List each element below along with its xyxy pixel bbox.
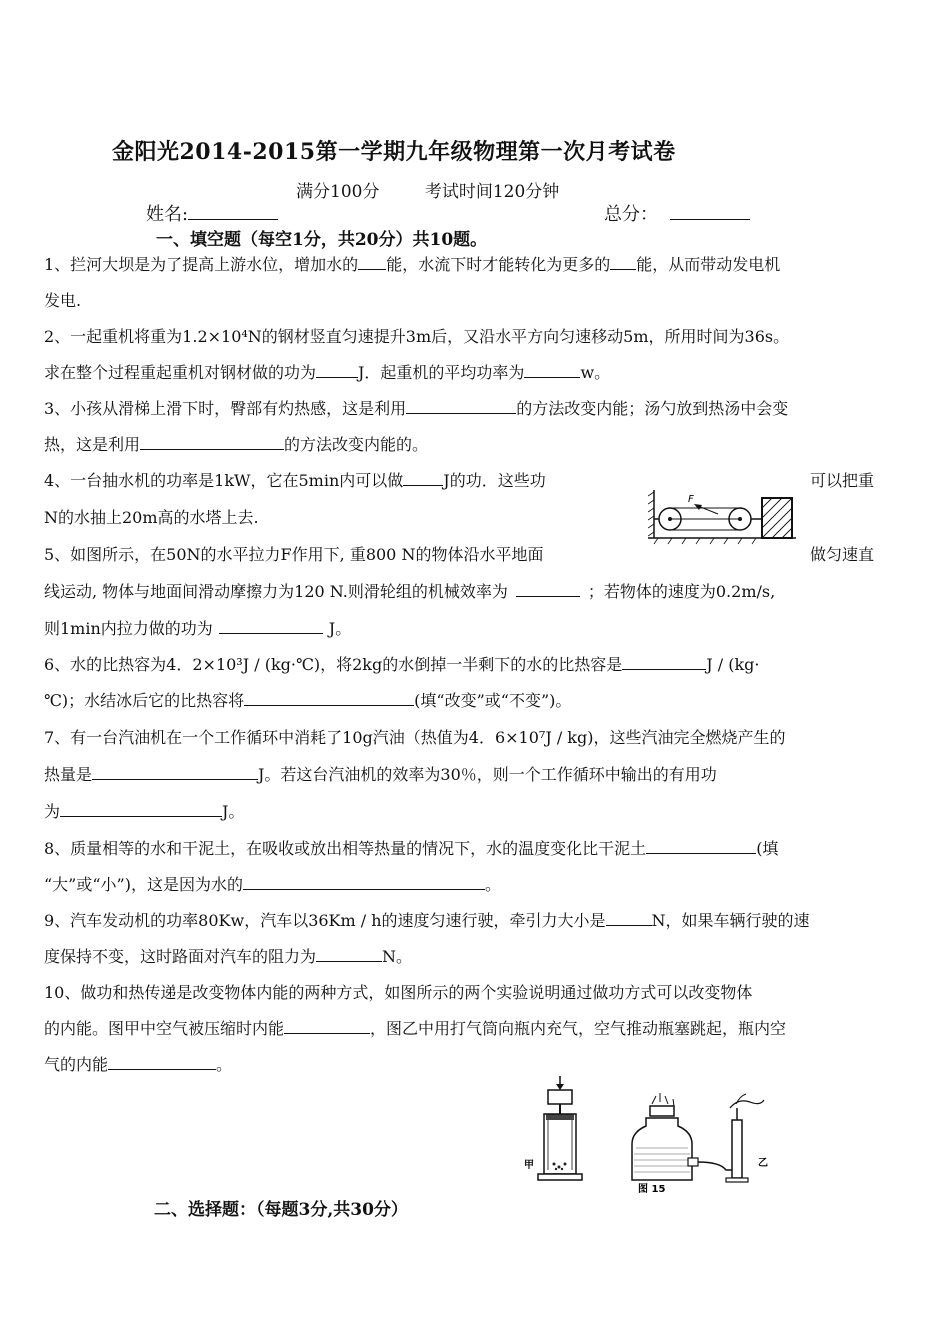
question-8-line-2: “大”或“小”)，这是因为水的 。 [44, 875, 501, 894]
answer-blank[interactable] [284, 1019, 370, 1034]
question-2-line-2: 求在整个过程重起重机对钢材做的功为 J．起重机的平均功率为 w。 [44, 363, 611, 382]
figure-left-label: 甲 [524, 1160, 534, 1171]
full-score: 满分100分 [296, 182, 380, 202]
answer-blank[interactable] [140, 435, 284, 450]
question-3-line-2: 热，这是利用 的方法改变内能的。 [44, 435, 429, 454]
question-3-line-1: 3、小孩从滑梯上滑下时，臀部有灼热感，这是利用 的方法改变内能；汤勺放到热汤中会变 [44, 399, 789, 418]
answer-blank[interactable] [646, 839, 756, 854]
answer-blank[interactable] [60, 802, 222, 817]
name-field[interactable] [146, 200, 278, 226]
answer-blank[interactable] [108, 1055, 216, 1070]
question-4-line-2: N的水抽上20m高的水塔上去. [44, 508, 259, 527]
question-7-line-1: 7、有一台汽油机在一个工作循环中消耗了10g汽油（热值为4．6×10⁷J / kg)，这些汽油完全燃烧产生的 [44, 728, 786, 747]
question-1-line-1: 1、拦河大坝是为了提高上游水位，增加水的 能，水流下时才能转化为更多的 能，从而带动发电机 [44, 255, 781, 274]
question-5-line-2: 线运动, 物体与地面间滑动摩擦力为120 N.则滑轮组的机械效率为 ；若物体的速度为0.2m/s, [44, 582, 776, 601]
answer-blank[interactable] [606, 911, 652, 926]
answer-blank[interactable] [524, 363, 580, 378]
pulley-diagram [648, 484, 796, 546]
question-7-line-2: 热量是 J。若这台汽油机的效率为30％，则一个工作循环中输出的有用功 [44, 765, 717, 784]
question-4-line-1-end: 可以把重 [810, 471, 875, 490]
answer-blank[interactable] [406, 399, 516, 414]
question-10-line-2: 的内能。图甲中空气被压缩时内能 ，图乙中用打气筒向瓶内充气，空气推动瓶塞跳起，瓶内空 [44, 1019, 787, 1038]
figure-right-label: 乙 [758, 1158, 768, 1169]
answer-blank[interactable] [622, 655, 706, 670]
answer-blank[interactable] [243, 875, 485, 890]
page-title: 金阳光2014-2015第一学期九年级物理第一次月考试卷 [112, 139, 676, 165]
answer-blank[interactable] [403, 471, 443, 486]
total-blank[interactable] [670, 205, 750, 220]
question-8-line-1: 8、质量相等的水和干泥土，在吸收或放出相等热量的情况下，水的温度变化比干泥土 (填 [44, 839, 779, 858]
exam-time: 考试时间120分钟 [424, 182, 560, 202]
name-label: 姓名: [146, 204, 189, 225]
question-6-line-1: 6、水的比热容为4．2×10³J / (kg·℃)，将2kg的水倒掉一半剩下的水的比热容是 J / (kg· [44, 655, 760, 674]
question-2-line-1: 2、一起重机将重为1.2×10⁴N的钢材竖直匀速提升3m后，又沿水平方向匀速移动5m，所用时间为36s。 [44, 327, 790, 346]
question-5-line-1: 5、如图所示，在50N的水平拉力F作用下, 重800 N的物体沿水平地面 [44, 545, 544, 564]
question-10-line-3: 气的内能 。 [44, 1055, 233, 1074]
question-7-line-3: 为 J。 [44, 802, 245, 821]
question-10-line-1: 10、做功和热传递是改变物体内能的两种方式，如图所示的两个实验说明通过做功方式可以改变物体 [44, 983, 753, 1002]
experiment-figure [520, 1070, 780, 1195]
question-5-line-1-end: 做匀速直 [810, 545, 875, 564]
answer-blank[interactable] [316, 947, 382, 962]
answer-blank[interactable] [316, 363, 358, 378]
force-label: F [688, 494, 694, 505]
question-6-line-2: ℃)；水结冰后它的比热容将 (填“改变”或“不变”)。 [44, 691, 572, 710]
answer-blank[interactable] [244, 691, 414, 706]
question-1-line-2: 发电. [44, 291, 82, 310]
answer-blank[interactable] [610, 255, 636, 270]
total-field[interactable] [604, 200, 750, 226]
answer-blank[interactable] [516, 582, 580, 597]
answer-blank[interactable] [219, 619, 323, 634]
exam-info [296, 177, 599, 202]
question-9-line-2: 度保持不变，这时路面对汽车的阻力为 N。 [44, 947, 413, 966]
answer-blank[interactable] [92, 765, 258, 780]
question-9-line-1: 9、汽车发动机的功率80Kw，汽车以36Km / h的速度匀速行驶，牵引力大小是 N，如果车辆行驶的速 [44, 911, 810, 930]
figure-caption: 图 15 [638, 1184, 666, 1195]
name-blank[interactable] [188, 205, 278, 220]
section-1-heading: 一、填空题（每空1分，共20分）共10题。 [156, 230, 488, 250]
section-2-heading: 二、选择题：（每题3分,共30分） [154, 1200, 408, 1220]
question-5-line-3: 则1min内拉力做的功为 J。 [44, 619, 352, 638]
question-4-line-1: 4、一台抽水机的功率是1kW，它在5min内可以做 J的功．这些功 [44, 471, 546, 490]
answer-blank[interactable] [358, 255, 386, 270]
total-label: 总分： [604, 204, 658, 225]
